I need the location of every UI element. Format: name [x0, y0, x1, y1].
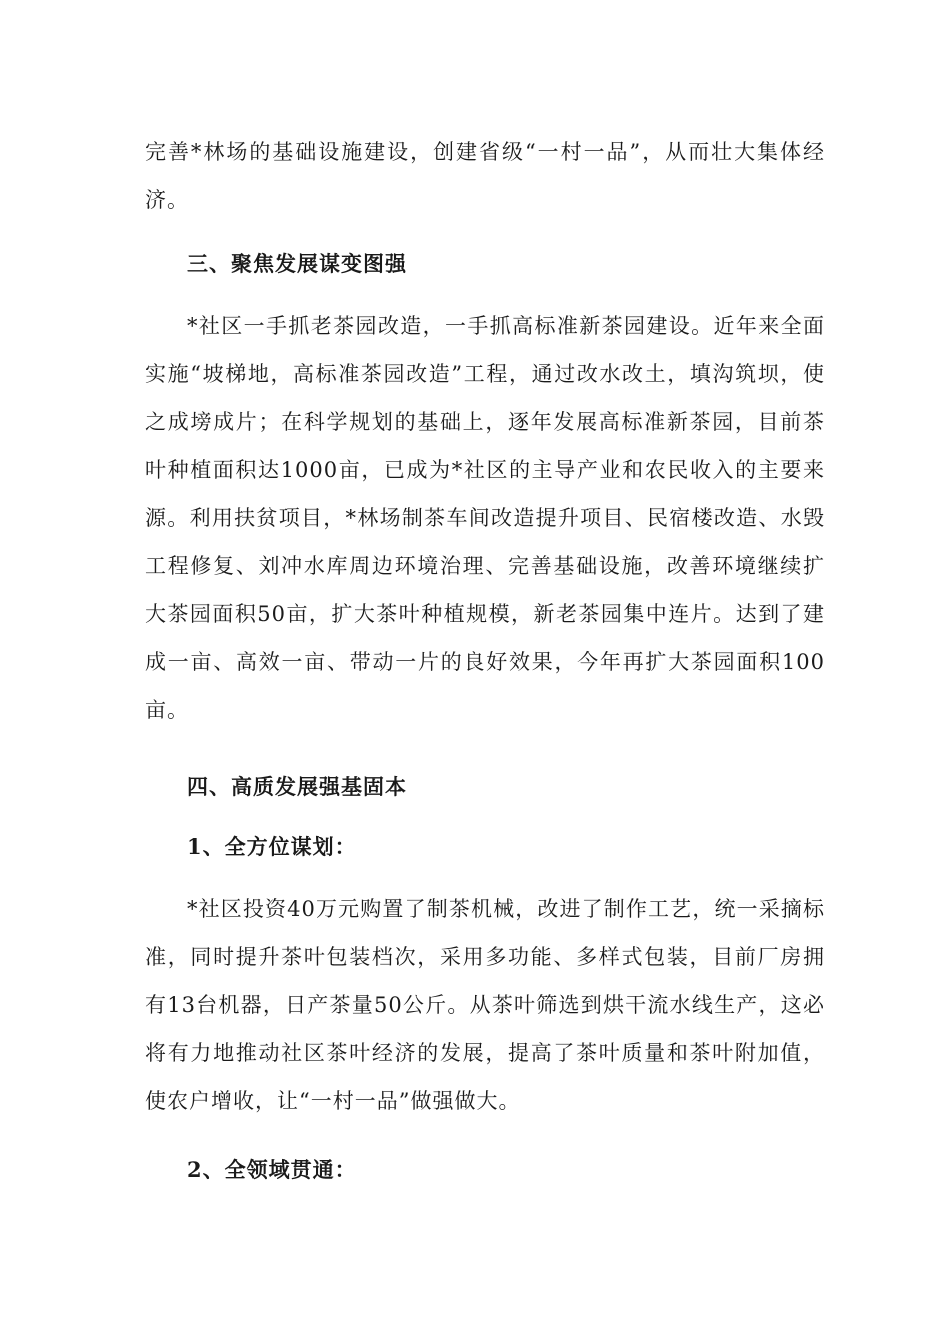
- subheading-planning: 1、全方位谋划：: [187, 834, 357, 859]
- heading-section-three: 三、聚焦发展谋变图强: [187, 251, 407, 276]
- paragraph-tea-garden-renovation: *社区一手抓老茶园改造，一手抓高标准新茶园建设。近年来全面实施“坡梯地，高标准茶园改造”工程，通过改水改土，填沟筑坝，使之成塝成片；在科学规划的基础上，逐年发展高标准新茶园，目前茶叶种植面积达1000亩，已成为*社区的主导产业和农民收入的主要来源。利用扶贫项目，*林场制茶车间改造提升项目、民宿楼改造、水毁工程修复、刘冲水库周边环境治理、完善基础设施，改善环境继续扩大茶园面积50亩，扩大茶叶种植规模，新老茶园集中连片。达到了建成一亩、高效一亩、带动一片的良好效果，今年再扩大茶园面积100亩。: [145, 314, 825, 722]
- subheading-integration: 2、全领域贯通：: [187, 1157, 357, 1182]
- heading-section-four: 四、高质发展强基固本: [187, 774, 407, 799]
- paragraph-forestry-infrastructure: 完善*林场的基础设施建设，创建省级“一村一品”，从而壮大集体经济。: [145, 140, 825, 212]
- paragraph-tea-machinery: *社区投资40万元购置了制茶机械，改进了制作工艺，统一采摘标准，同时提升茶叶包装档次，采用多功能、多样式包装，目前厂房拥有13台机器，日产茶量50公斤。从茶叶筛选到烘干流水线生产，这必将有力地推动社区茶叶经济的发展，提高了茶叶质量和茶叶附加值，使农户增收，让“一村一品”做强做大。: [145, 897, 825, 1113]
